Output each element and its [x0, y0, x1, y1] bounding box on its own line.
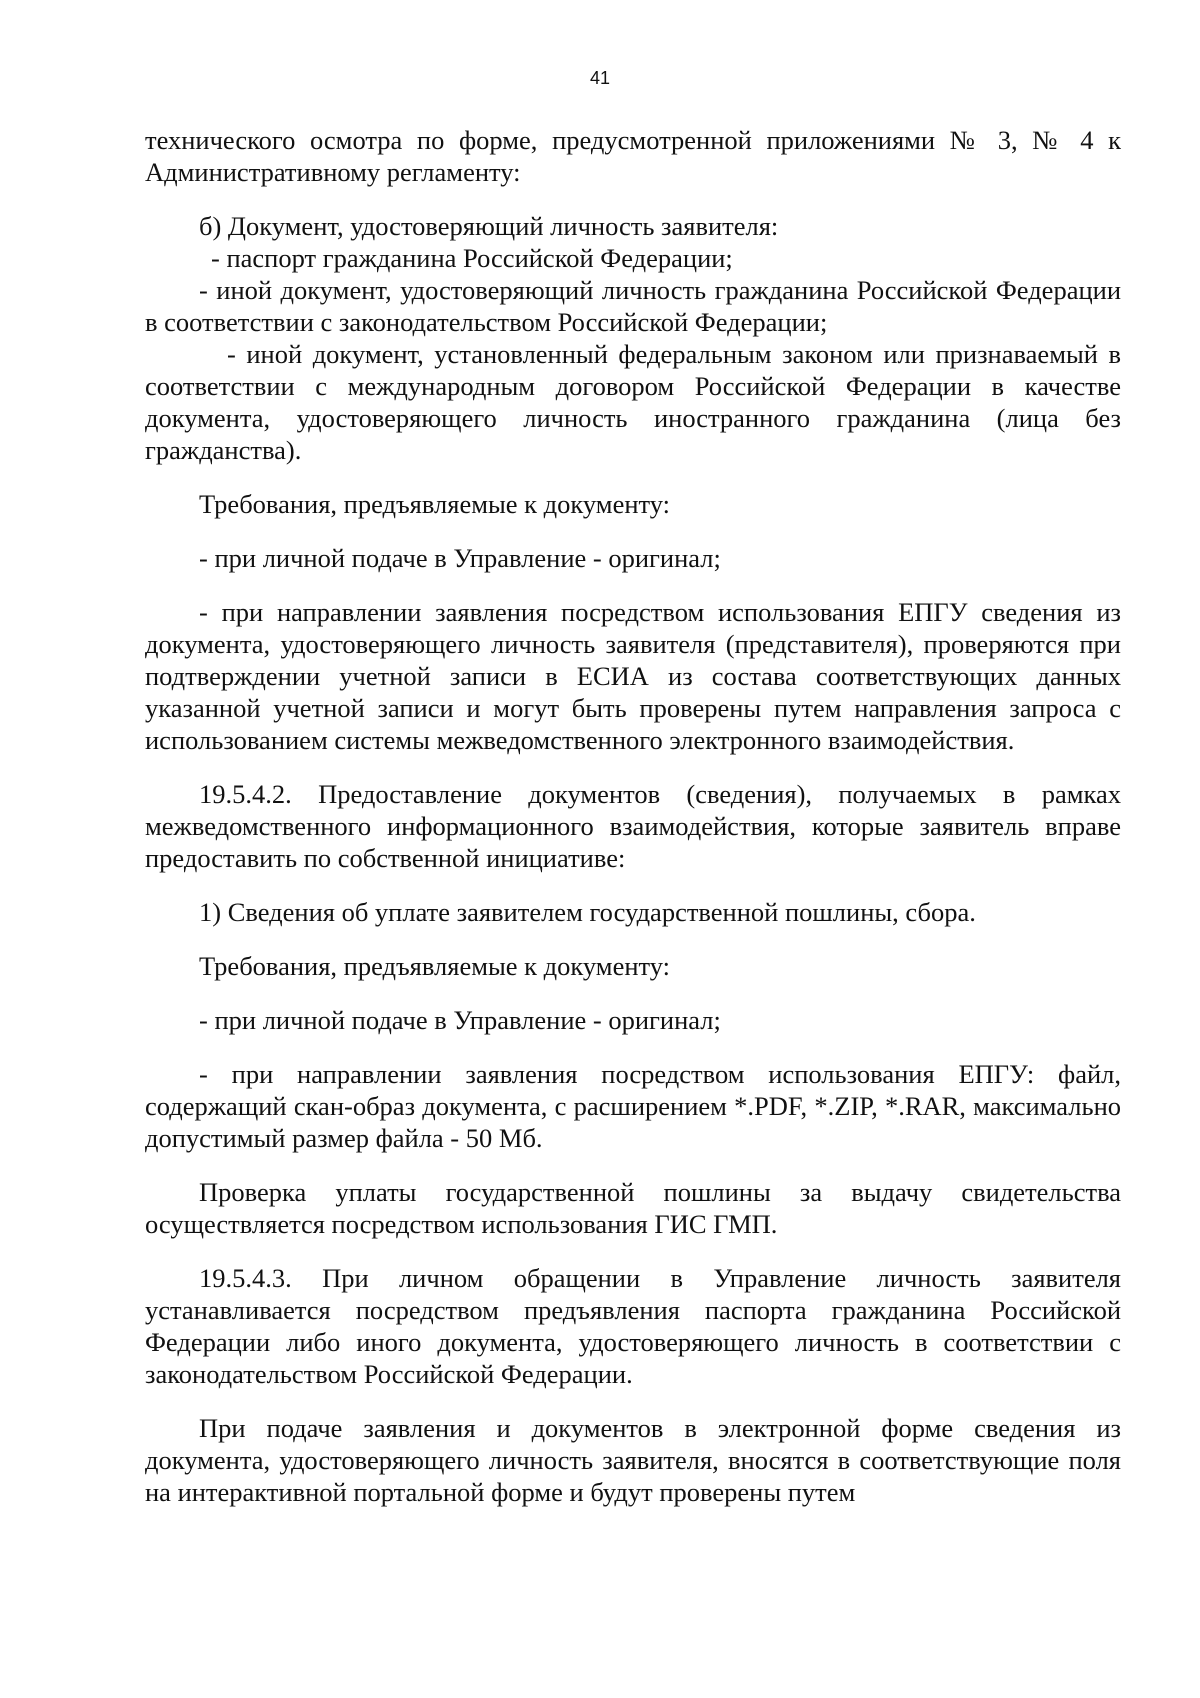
paragraph-continuation: технического осмотра по форме, предусмотренной приложениями № 3, № 4 к Административному регламенту:: [145, 125, 1121, 187]
paragraph-epgu-identity: - при направлении заявления посредством использования ЕПГУ сведения из документа, удостоверяющего личность заявителя (представителя), проверяются при подтверждении учетной записи в ЕСИА из состава соответствующих данных указанной учетной записи и могут быть проверены путем направления запроса с использованием системы межведомственного электронного взаимодействия.: [145, 597, 1121, 755]
paragraph-personal-submission-1: - при личной подаче в Управление - оригинал;: [199, 543, 721, 573]
list-item-foreign-document: - иной документ, установленный федеральным законом или признаваемый в соответствии с международным договором Российской Федерации в качестве документа, удостоверяющего личность иностранного гражданина (лица без гражданства).: [145, 339, 1121, 465]
paragraph-personal-submission-2: - при личной подаче в Управление - оригинал;: [199, 1005, 721, 1035]
document-body: [145, 124, 1121, 1508]
paragraph-requirements-2: Требования, предъявляемые к документу:: [199, 951, 671, 981]
paragraph-electronic-submission: При подаче заявления и документов в электронной форме сведения из документа, удостоверяющего личность заявителя, вносятся в соответствующие поля на интерактивной портальной форме и будут проверены путем: [145, 1413, 1121, 1507]
paragraph-section-19-5-4-2: 19.5.4.2. Предоставление документов (сведения), получаемых в рамках межведомственного информационного взаимодействия, которые заявитель вправе предоставить по собственной инициативе:: [145, 779, 1121, 873]
page-number: 41: [589, 68, 611, 88]
paragraph-epgu-file: - при направлении заявления посредством использования ЕПГУ: файл, содержащий скан-образ документа, с расширением *.PDF, *.ZIP, *.RAR, максимально допустимый размер файла - 50 Мб.: [145, 1059, 1121, 1153]
paragraph-fee-info: 1) Сведения об уплате заявителем государственной пошлины, сбора.: [199, 897, 976, 927]
paragraph-section-19-5-4-3: 19.5.4.3. При личном обращении в Управление личность заявителя устанавливается посредством предъявления паспорта гражданина Российской Федерации либо иного документа, удостоверяющего личность в соответствии с законодательством Российской Федерации.: [145, 1263, 1121, 1389]
paragraph-requirements-1: Требования, предъявляемые к документу:: [199, 489, 671, 519]
paragraph-fee-check: Проверка уплаты государственной пошлины за выдачу свидетельства осуществляется посредством использования ГИС ГМП.: [145, 1177, 1121, 1239]
paragraph-identity-document: б) Документ, удостоверяющий личность заявителя:: [199, 211, 779, 241]
list-item-other-document: - иной документ, удостоверяющий личность гражданина Российской Федерации в соответствии с законодательством Российской Федерации;: [145, 275, 1121, 337]
list-item-passport: - паспорт гражданина Российской Федерации;: [211, 243, 733, 273]
